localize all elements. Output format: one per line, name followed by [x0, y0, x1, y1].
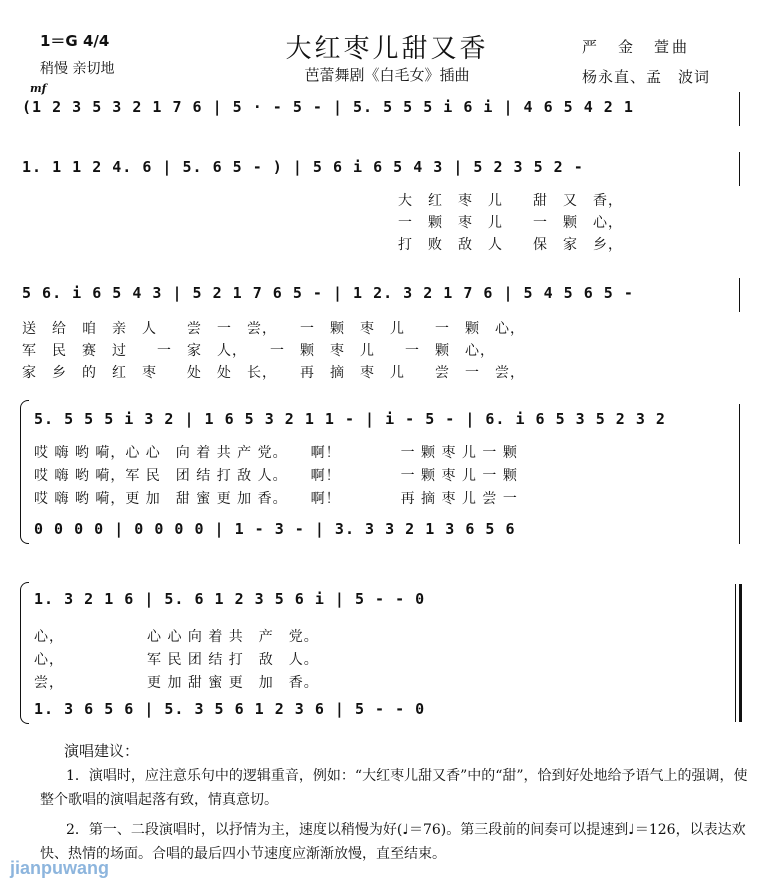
watermark-logo: jianpuwang — [10, 858, 109, 878]
score-line-2: 1. 1 1 2 4. 6 | 5. 6 5 - ) | 5 6 i 6 5 4 3 | 5 2 3 5 2 - — [22, 158, 584, 176]
note-item-2: 2．第一、二段演唱时，以抒情为主，速度以稍慢为好(♩＝76)。第三段前的间奏可以提速到♩＝126，以表达欢快、热情的场面。合唱的最后四小节速度应渐渐放慢，直至结束。 — [40, 822, 746, 862]
barline — [739, 152, 740, 186]
score-line-4: 5. 5 5 5 i 3 2 | 1 6 5 3 2 1 1 - | i - 5 - | 6. i 6 5 3 5 2 3 2 — [34, 410, 666, 428]
song-subtitle: 芭蕾舞剧《白毛女》插曲 — [304, 66, 470, 84]
score-line-1: (1 2 3 5 3 2 1 7 6 | 5 · - 5 - | 5. 5 5 5 i 6 i | 4 6 5 4 2 1 — [22, 98, 634, 116]
score-line-3: 5 6. i 6 5 4 3 | 5 2 1 7 6 5 - | 1 2. 3 2 1 7 6 | 5 4 5 6 5 - — [22, 284, 634, 302]
lyric-verse-3: 尝， 更 加 甜 蜜 更 加 香。 — [34, 675, 319, 691]
lyric-verse-1: 大 红 枣 儿 甜 又 香， — [398, 193, 623, 209]
key-signature: 1＝G 4/4 — [40, 32, 110, 50]
lyric-verse-3: 哎 嗨 哟 嗬，更 加 甜 蜜 更 加 香。 啊！ 再 摘 枣 儿 尝 一 — [34, 491, 518, 507]
notes-heading: 演唱建议： — [64, 742, 140, 760]
lyric-verse-3: 打 败 敌 人 保 家 乡， — [398, 237, 623, 253]
note-item-1: 1．演唱时，应注意乐句中的逻辑重音，例如：“大红枣儿甜又香”中的“甜”，恰到好处地给予语气上的强调，使整个歌唱的演唱起落有致，情真意切。 — [40, 768, 748, 808]
lyric-verse-2: 哎 嗨 哟 嗬，军 民 团 结 打 敌 人。 啊！ 一 颗 枣 儿 一 颗 — [34, 468, 518, 484]
song-title: 大红枣儿甜又香 — [285, 34, 489, 64]
lyric-verse-2: 军 民 赛 过 一 家 人， 一 颗 枣 儿 一 颗 心， — [22, 343, 495, 359]
barline — [739, 92, 740, 126]
lyric-verse-3: 家 乡 的 红 枣 处 处 长， 再 摘 枣 儿 尝 一 尝， — [22, 365, 525, 381]
score-line-5: 1. 3 2 1 6 | 5. 6 1 2 3 5 6 i | 5 - - 0 — [34, 590, 426, 608]
harmony-line-4: 0 0 0 0 | 0 0 0 0 | 1 - 3 - | 3. 3 3 2 1 3 6 5 6 — [34, 520, 516, 538]
barline — [739, 404, 740, 544]
lyric-verse-1: 哎 嗨 哟 嗬，心 心 向 着 共 产 党。 啊！ 一 颗 枣 儿 一 颗 — [34, 445, 518, 461]
lyric-verse-1: 心， 心 心 向 着 共 产 党。 — [34, 629, 319, 645]
harmony-line-5: 1. 3 6 5 6 | 5. 3 5 6 1 2 3 6 | 5 - - 0 — [34, 700, 426, 718]
dynamic-marking: mf — [30, 82, 47, 95]
lyric-verse-2: 一 颗 枣 儿 一 颗 心， — [398, 215, 623, 231]
system-bracket — [20, 400, 29, 544]
lyric-verse-1: 送 给 咱 亲 人 尝 一 尝， 一 颗 枣 儿 一 颗 心， — [22, 321, 525, 337]
lyricist-credit: 杨永直、孟 波词 — [582, 68, 711, 86]
final-barline — [735, 584, 736, 722]
tempo-marking: 稍慢 亲切地 — [40, 61, 115, 77]
lyric-verse-2: 心， 军 民 团 结 打 敌 人。 — [34, 652, 319, 668]
barline — [739, 278, 740, 312]
system-bracket — [20, 582, 29, 724]
composer-credit: 严 金 萱曲 — [582, 38, 691, 56]
final-barline-thick — [739, 584, 742, 722]
